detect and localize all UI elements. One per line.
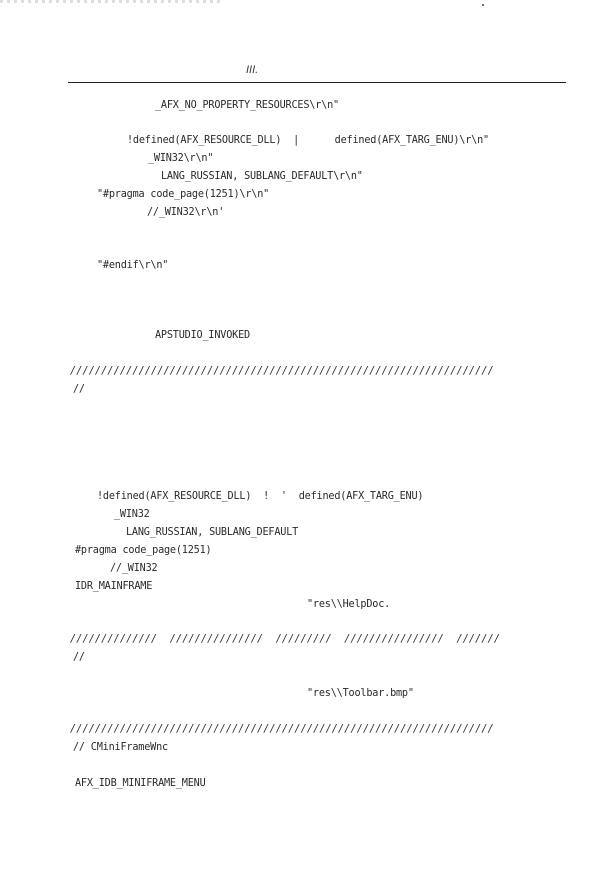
separator-comment-1: //////////////////////////////////////////////////////////////////// — [70, 366, 494, 377]
comment-line-2: // — [73, 652, 85, 663]
scan-artifact — [0, 0, 220, 3]
code-line-6: //_WIN32\r\n' — [147, 207, 225, 218]
code-line-3: _WIN32\r\n" — [148, 153, 214, 164]
code-line-9: !defined(AFX_RESOURCE_DLL) ! ' defined(AFX_TARG_ENU) — [97, 491, 424, 502]
code-line-2: !defined(AFX_RESOURCE_DLL) | defined(AFX_TARG_ENU)\r\n" — [127, 135, 489, 146]
code-line-10: _WIN32 — [114, 509, 150, 520]
separator-comment-3: //////////////////////////////////////////////////////////////////// — [70, 724, 494, 735]
separator-comment-2: ////////////// /////////////// ///////// //////////////// /////// — [70, 634, 501, 645]
code-line-16: "res\\Toolbar.bmp" — [307, 688, 414, 699]
code-line-5: "#pragma code_page(1251)\r\n" — [97, 189, 270, 200]
comment-line-3: // CMiniFrameWnc — [73, 742, 168, 753]
code-line-11: LANG_RUSSIAN, SUBLANG_DEFAULT — [126, 527, 299, 538]
code-line-12: #pragma code_page(1251) — [75, 545, 212, 556]
header-rule — [68, 82, 566, 83]
scan-speck — [482, 4, 484, 6]
code-line-14: IDR_MAINFRAME — [75, 581, 153, 592]
code-line-15: "res\\HelpDoc. — [307, 599, 391, 610]
code-line-8: APSTUDIO_INVOKED — [155, 330, 250, 341]
code-line-13: //_WIN32 — [110, 563, 158, 574]
code-line-17: AFX_IDB_MINIFRAME_MENU — [75, 778, 206, 789]
page-header-mark: III. — [246, 64, 259, 76]
comment-line-1: // — [73, 384, 85, 395]
code-line-4: LANG_RUSSIAN, SUBLANG_DEFAULT\r\n" — [161, 171, 363, 182]
code-line-7: "#endif\r\n" — [97, 260, 169, 271]
code-line-1: _AFX_NO_PROPERTY_RESOURCES\r\n" — [155, 100, 339, 111]
